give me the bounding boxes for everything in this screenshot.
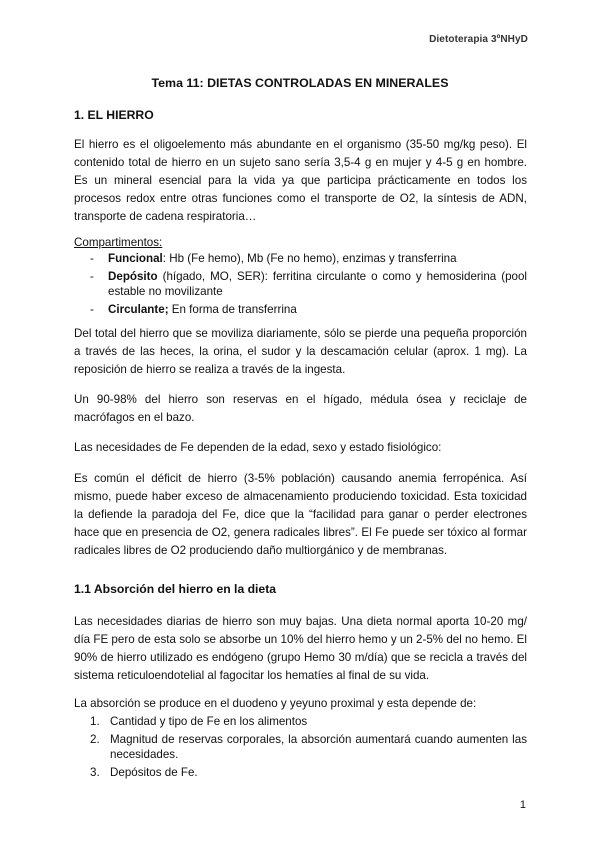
term: Circulante; [108, 303, 169, 316]
list-item [74, 732, 527, 762]
term: Funcional [108, 252, 163, 265]
document-title: Tema 11: DIETAS CONTROLADAS EN MINERALES [151, 76, 449, 90]
paragraph-absorption: La absorción se produce en el duodeno y yeyuno proximal y esta depende de: [74, 697, 477, 710]
paragraph-daily-needs: Las necesidades diarias de hierro son muy bajas. Una dieta normal aporta 10-20 mg/ día FE pero de esta solo se absorbe un 10% del hierro hemo y un 2-5% del no hemo. El 90% de hierro utilizado es endógeno (grupo Hemo 30 m/día) que se recicla a través del sistema reticuloendotelial al fagocitar los hematíes al final de su vida. [74, 615, 527, 682]
list-item [74, 302, 527, 317]
paragraph-reserves: Un 90-98% del hierro son reservas en el hígado, médula ósea y reciclaje de macrófagos en el bazo. [74, 393, 527, 424]
list-number: 2. [90, 733, 100, 746]
dash-bullet: - [90, 270, 94, 283]
paragraph-deficit: Es común el déficit de hierro (3-5% población) causando anemia ferropénica. Así mismo, puede haber exceso de almacenamiento produciendo toxicidad. Esta toxicidad la defiende la paradoja del Fe, dice que la “facilidad para ganar o perder electrones hace que en presencia de O2, genera radicales libres”. El Fe puede ser tóxico al formar radicales libres de O2 produciendo daño multiorgánico y de membranas. [74, 472, 527, 557]
page-number: 1 [519, 799, 526, 811]
paragraph-needs: Las necesidades de Fe dependen de la edad, sexo y estado fisiológico: [74, 441, 442, 454]
list-item [74, 714, 527, 729]
running-header: Dietoterapia 3ºNHyD [429, 34, 528, 45]
list-item [74, 269, 527, 299]
compartments-label: Compartimentos: [74, 236, 163, 249]
item-text: En forma de transferrina [168, 303, 297, 316]
list-number: 3. [90, 766, 100, 779]
term: Depósito [108, 270, 158, 283]
section-heading-hierro: 1. EL HIERRO [74, 108, 154, 122]
dash-bullet: - [90, 303, 94, 316]
list-number: 1. [90, 715, 100, 728]
item-text: (hígado, MO, SER): ferritina circulante o como y hemosiderina (pool estable no movilizante [108, 270, 527, 298]
list-item [74, 765, 527, 780]
paragraph-intro: El hierro es el oligoelemento más abundante en el organismo (35-50 mg/kg peso). El contenido total de hierro en un sujeto sano sería 3,5-4 g en mujer y 4-5 g en hombre. Es un mineral esencial para la vida ya que participa prácticamente en todos los procesos redox entre otras funciones como el transporte de O2, la síntesis de ADN, transporte de cadena respiratoria… [74, 138, 527, 223]
compartments-list [74, 251, 527, 320]
section-heading-absorcion: 1.1 Absorción del hierro en la dieta [74, 582, 277, 596]
item-text: Cantidad y tipo de Fe en los alimentos [110, 715, 308, 728]
absorption-factors-list [74, 714, 527, 783]
dash-bullet: - [90, 252, 94, 265]
item-text: Hb (Fe hemo), Mb (Fe no hemo), enzimas y transferrina [165, 252, 457, 265]
item-text: Magnitud de reservas corporales, la absorción aumentará cuando aumenten las necesidades. [110, 733, 527, 761]
paragraph-losses: Del total del hierro que se moviliza diariamente, sólo se pierde una pequeña proporción a través de las heces, la orina, el sudor y la descamación celular (aprox. 1 mg). La reposición de hierro se realiza a través de la ingesta. [74, 327, 527, 376]
list-item: - Funcional: Hb (Fe hemo), Mb (Fe no hemo), enzimas y transferrina [90, 252, 457, 265]
item-text: Depósitos de Fe. [110, 766, 198, 779]
